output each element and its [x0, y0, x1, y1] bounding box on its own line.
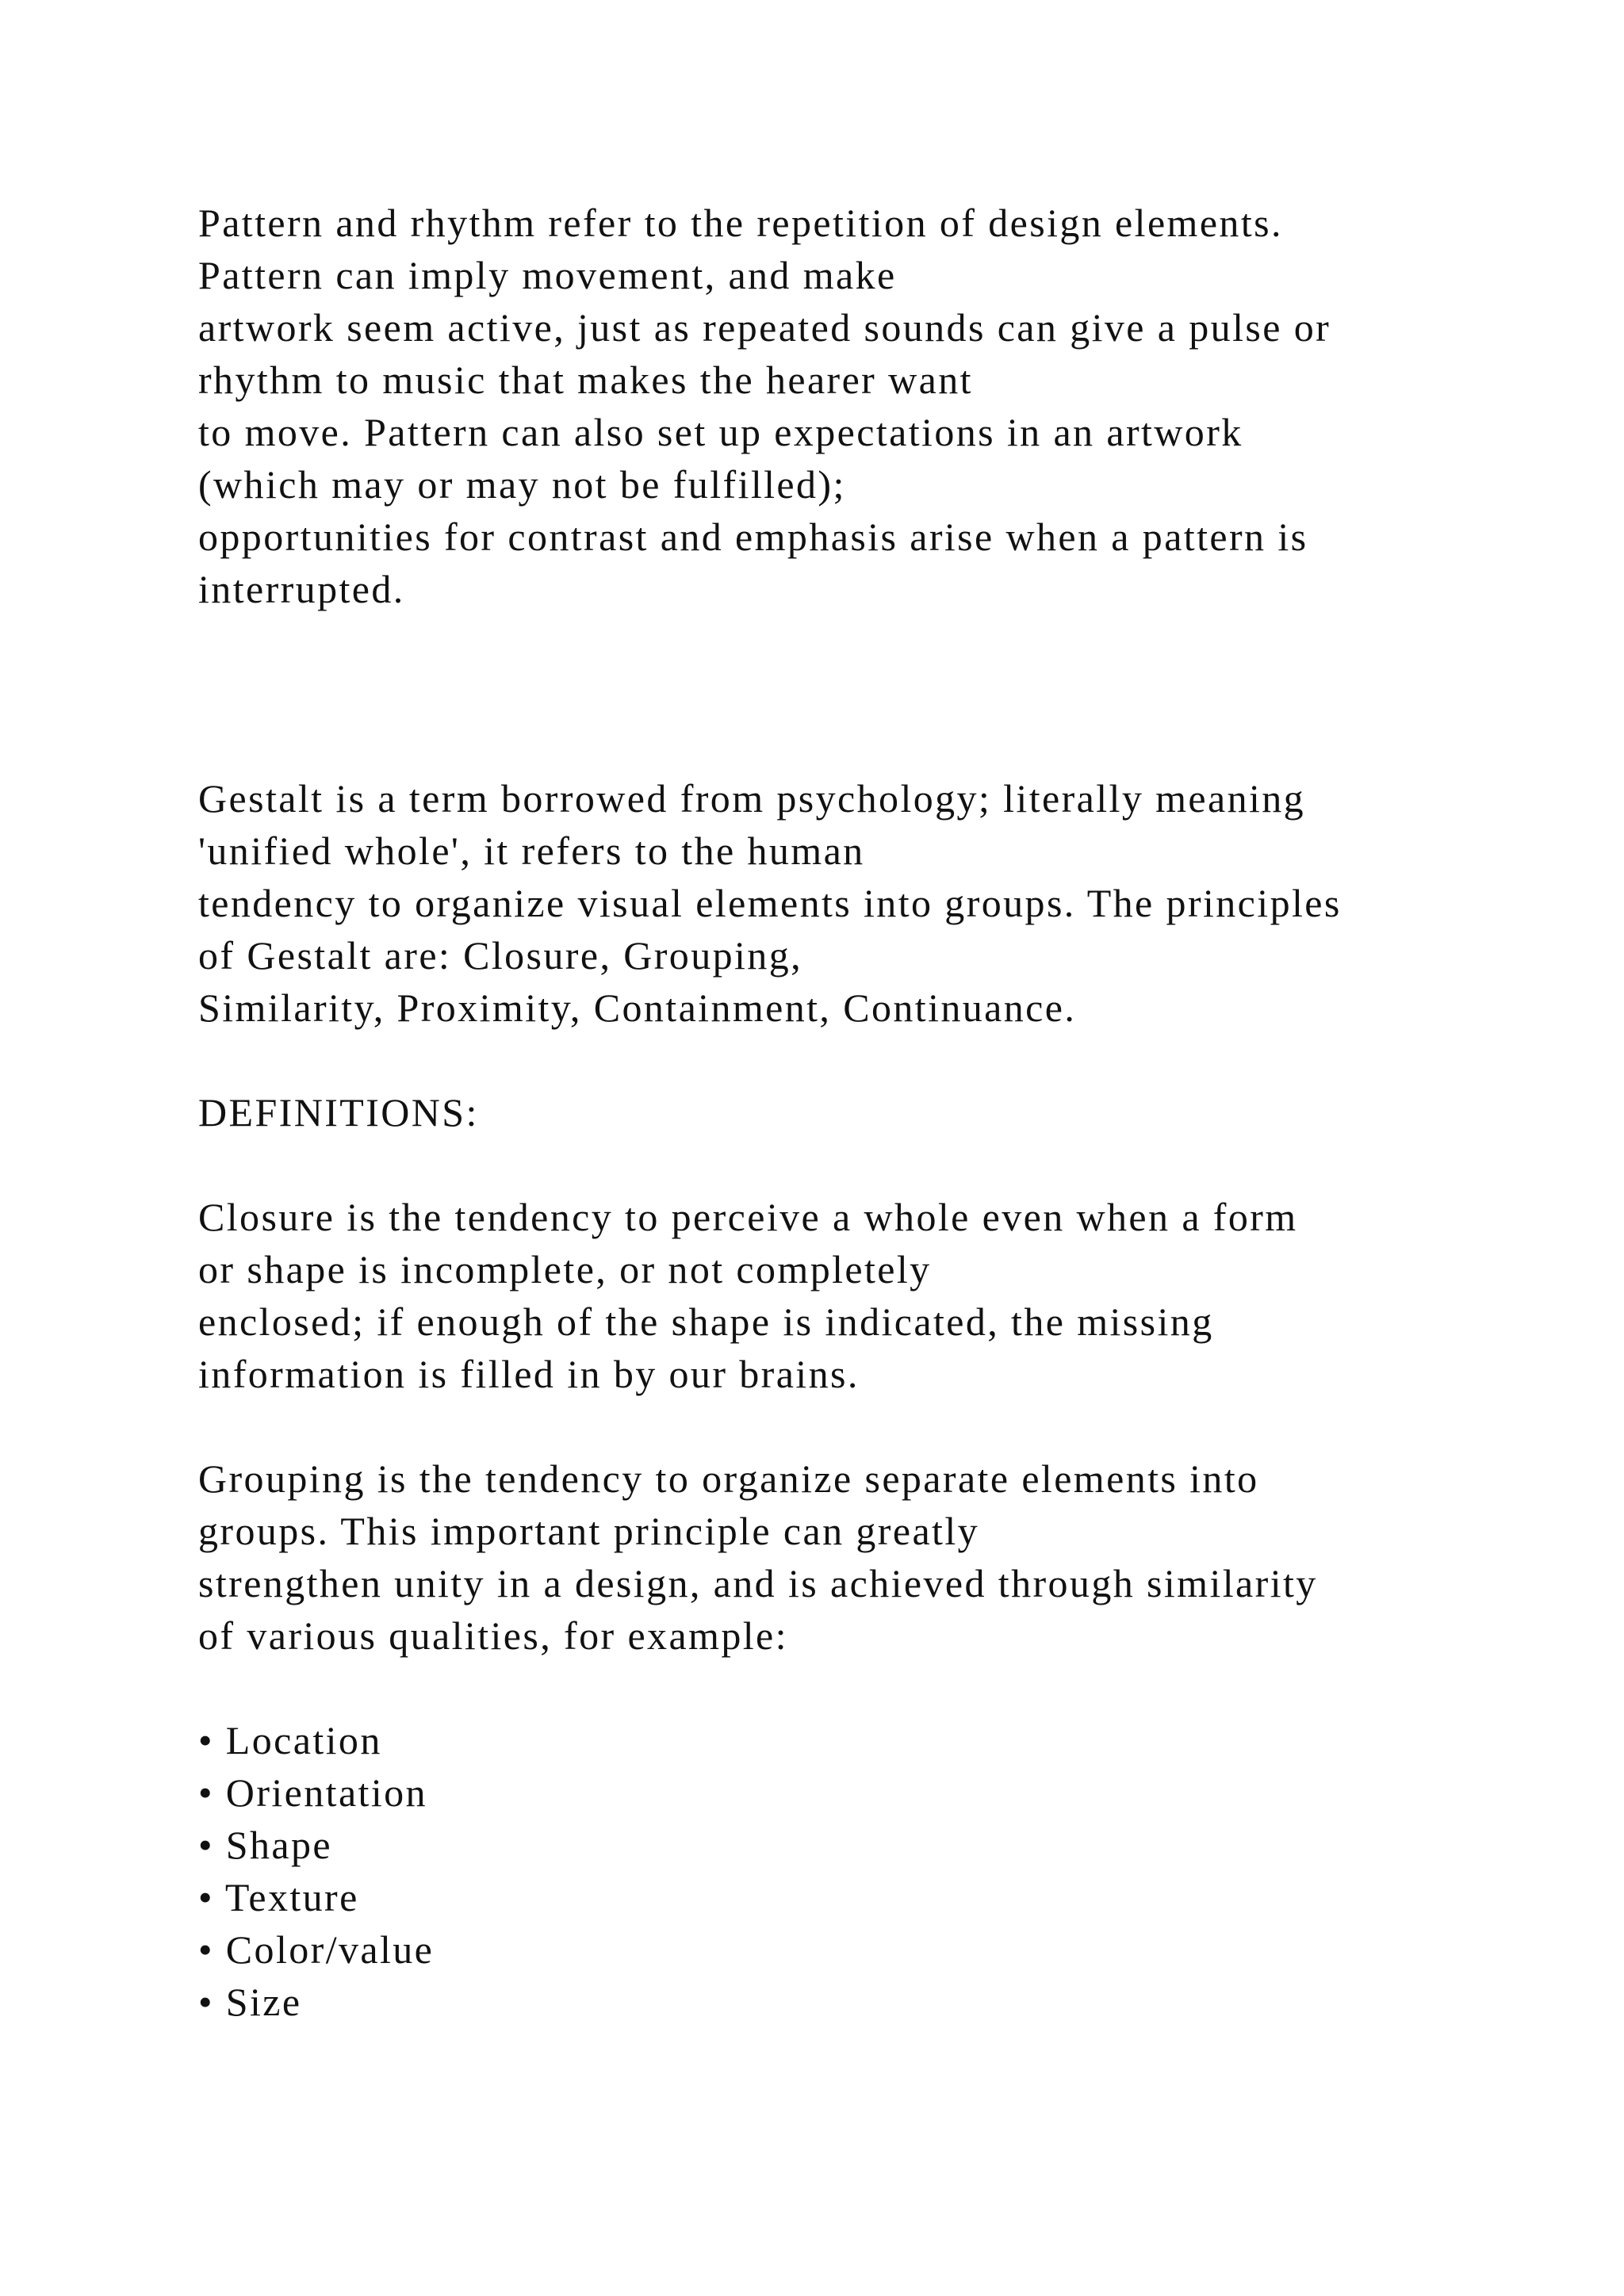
text-line: information is filled in by our brains. — [198, 1352, 860, 1396]
text-line: of various qualities, for example: — [198, 1613, 788, 1658]
text-line: Similarity, Proximity, Containment, Continuance. — [198, 985, 1077, 1030]
text-line: rhythm to music that makes the hearer want — [198, 358, 973, 402]
list-item: • Size — [198, 1980, 302, 2024]
list-item: • Location — [198, 1718, 382, 1762]
text-line: Closure is the tendency to perceive a whole even when a form — [198, 1195, 1298, 1239]
list-item: • Orientation — [198, 1770, 427, 1815]
text-line: tendency to organize visual elements into groups. The principles — [198, 881, 1342, 925]
text-line: Pattern and rhythm refer to the repetition of design elements. — [198, 201, 1283, 245]
text-line: groups. This important principle can greatly — [198, 1509, 980, 1553]
text-line: Grouping is the tendency to organize separate elements into — [198, 1456, 1259, 1501]
text-line: opportunities for contrast and emphasis arise when a pattern is — [198, 515, 1308, 559]
list-item: • Color/value — [198, 1927, 435, 1972]
text-line: strengthen unity in a design, and is achieved through similarity — [198, 1561, 1318, 1605]
text-line: 'unified whole', it refers to the human — [198, 828, 865, 873]
list-item: • Texture — [198, 1875, 359, 1919]
text-line: to move. Pattern can also set up expectations in an artwork — [198, 410, 1243, 454]
text-line: Pattern can imply movement, and make — [198, 253, 897, 297]
text-line: interrupted. — [198, 567, 405, 611]
text-line: artwork seem active, just as repeated sounds can give a pulse or — [198, 305, 1331, 350]
text-line: of Gestalt are: Closure, Grouping, — [198, 933, 802, 978]
definitions-heading: DEFINITIONS: — [198, 1090, 479, 1135]
text-line: Gestalt is a term borrowed from psychology; literally meaning — [198, 776, 1306, 821]
list-item: • Shape — [198, 1823, 332, 1867]
text-line: (which may or may not be fulfilled); — [198, 462, 846, 507]
text-line: or shape is incomplete, or not completely — [198, 1247, 932, 1292]
text-line: enclosed; if enough of the shape is indicated, the missing — [198, 1299, 1214, 1344]
